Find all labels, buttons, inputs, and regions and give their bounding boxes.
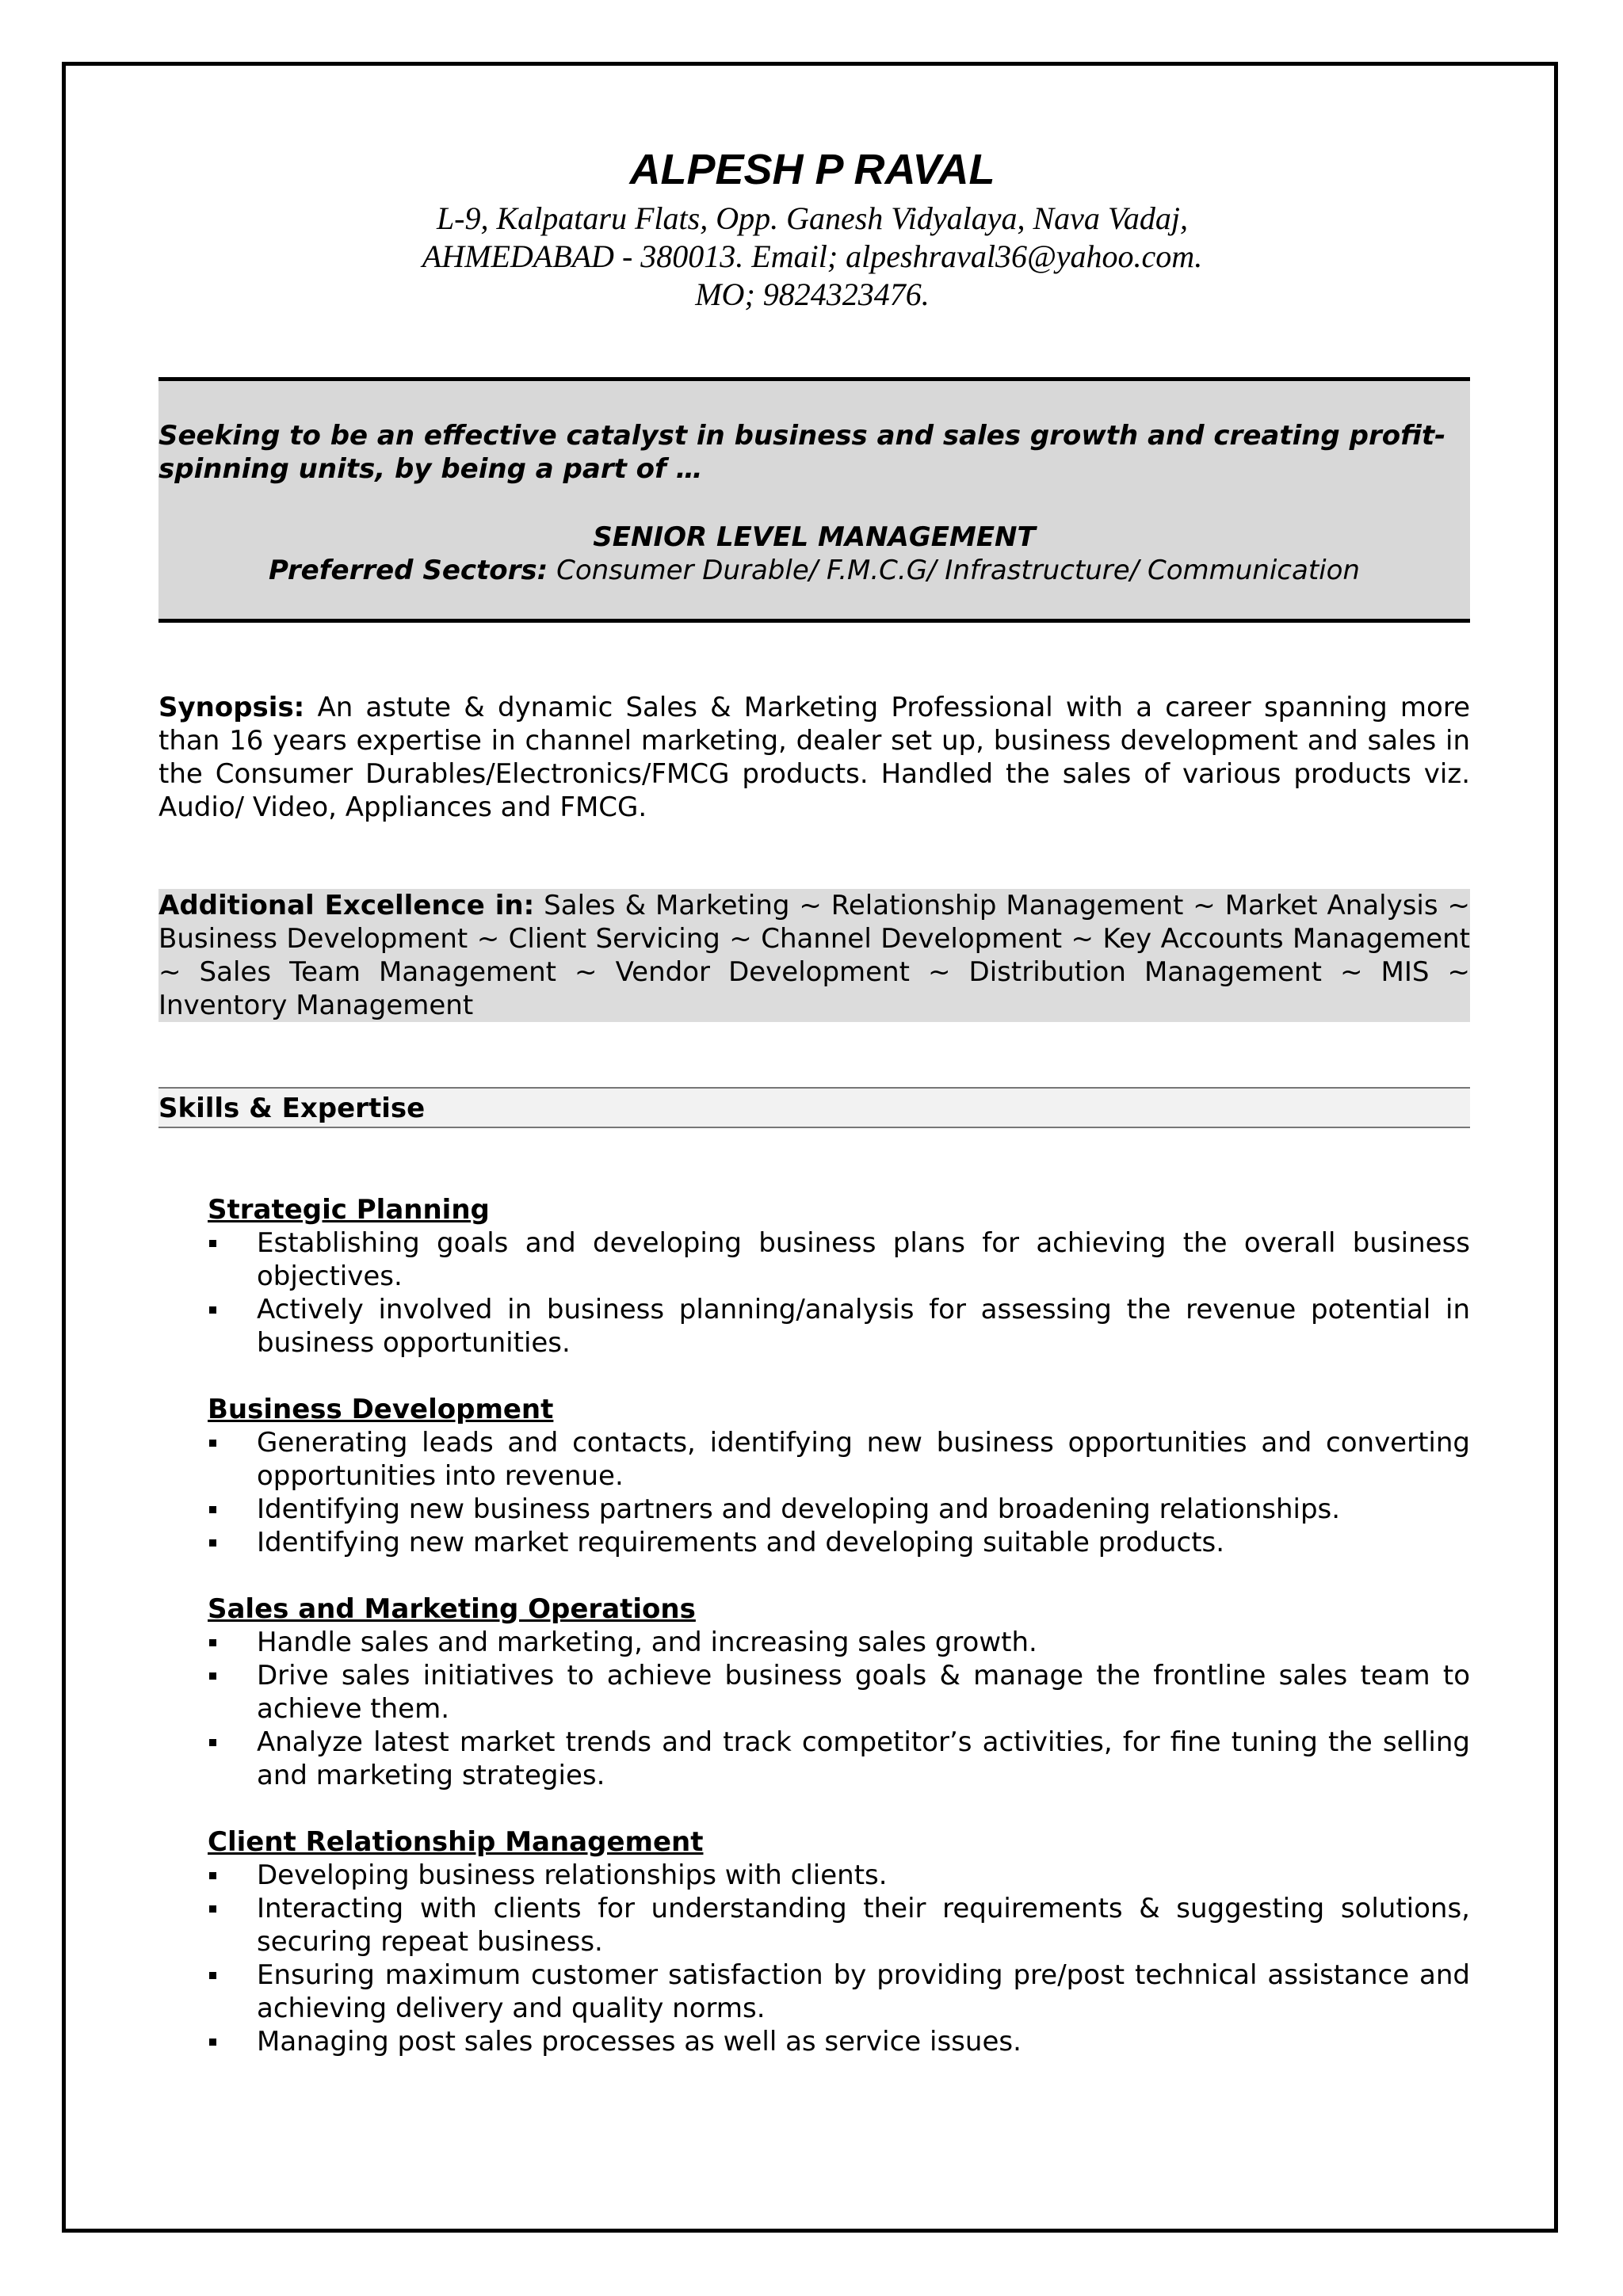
excellence-text: Sales & Marketing ~ Relationship Management ~ Market Analysis ~ Business Development ~ Client Servicing ~ Channel Development ~ Key Accounts Management ~ Sales Team Management ~ Vendor Development ~ Distribution Management ~ MIS ~ Inventory Management [158,890,1471,1021]
section-title-sales-marketing-operations: Sales and Marketing Operations [208,1593,696,1625]
synopsis-label: Synopsis: [158,692,305,723]
section-title-client-relationship: Client Relationship Management [208,1826,704,1858]
preferred-sectors [158,554,1470,587]
list-item: Handle sales and marketing, and increasing sales growth. [208,1626,1470,1659]
list-item: Drive sales initiatives to achieve business goals & manage the frontline sales team to achieve them. [208,1659,1470,1726]
synopsis-text: An astute & dynamic Sales & Marketing Professional with a career spanning more than 16 years expertise in channel marketing, dealer set up, business development and sales in the Consumer Durables/Electronics/FMCG products. Handled the sales of various products viz. Audio/ Video, Appliances and FMCG. [158,692,1470,823]
preferred-sectors-label: Preferred Sectors: [269,555,548,586]
list-item: Ensuring maximum customer satisfaction by providing pre/post technical assistance and achieving delivery and quality norms. [208,1958,1470,2025]
list-item: Establishing goals and developing business plans for achieving the overall business objectives. [208,1226,1470,1293]
objective-title: SENIOR LEVEL MANAGEMENT [593,521,1036,553]
candidate-name: ALPESH P RAVAL [629,146,995,193]
address-line-2: AHMEDABAD - 380013. Email; alpeshraval36@yahoo.com. [422,238,1203,274]
section-title-strategic-planning: Strategic Planning [208,1194,490,1226]
address-line-3: MO; 9824323476. [695,277,930,312]
list-item: Managing post sales processes as well as service issues. [208,2025,1470,2058]
excellence-paragraph [158,889,1470,1022]
list-item: Developing business relationships with clients. [208,1859,1470,1892]
list-item: Identifying new business partners and developing and broadening relationships. [208,1493,1470,1526]
preferred-sectors-value: Consumer Durable/ F.M.C.G/ Infrastructure/ Communication [548,555,1360,586]
list-strategic-planning [208,1226,1470,1360]
address-line-1: L-9, Kalpataru Flats, Opp. Ganesh Vidyalaya, Nava Vadaj, [436,200,1189,236]
section-title-business-development: Business Development [208,1394,554,1425]
list-business-development [208,1426,1470,1559]
skills-heading: Skills & Expertise [158,1093,426,1124]
synopsis-paragraph [158,691,1470,824]
list-item: Identifying new market requirements and developing suitable products. [208,1526,1470,1559]
objective-text: Seeking to be an effective catalyst in business and sales growth and creating profit-spinning units, by being a part of … [158,420,1446,485]
skills-heading-bar [158,1087,1470,1128]
excellence-label: Additional Excellence in: [158,890,535,921]
list-item: Interacting with clients for understanding their requirements & suggesting solutions, securing repeat business. [208,1892,1470,1958]
list-item: Actively involved in business planning/analysis for assessing the revenue potential in business opportunities. [208,1293,1470,1360]
list-sales-marketing-operations [208,1626,1470,1792]
list-item: Generating leads and contacts, identifying new business opportunities and converting opportunities into revenue. [208,1426,1470,1493]
list-item: Analyze latest market trends and track competitor’s activities, for fine tuning the selling and marketing strategies. [208,1726,1470,1792]
list-client-relationship [208,1859,1470,2058]
objective-box [158,377,1470,623]
